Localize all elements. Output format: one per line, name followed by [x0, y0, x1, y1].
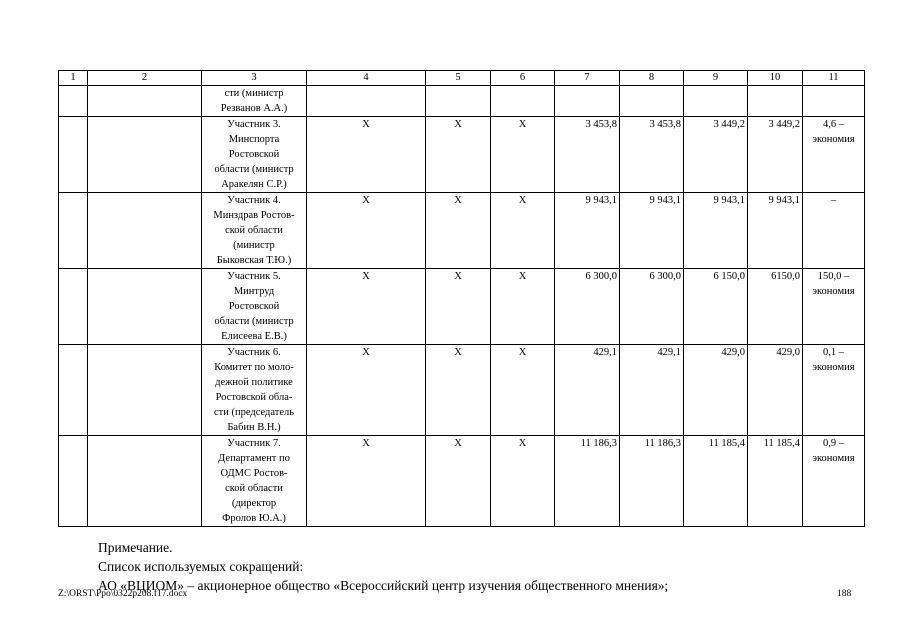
table-body: [59, 71, 865, 527]
value-cell-c7: [555, 86, 620, 117]
participant-name-line: Ростовской: [228, 149, 280, 160]
value-cell-c8: 9 943,1: [620, 193, 684, 269]
participant-name-cell: [202, 86, 307, 117]
participant-name-line: области (министр: [214, 164, 294, 175]
participant-name-line: Минспорта: [228, 134, 280, 145]
participant-name-line: ОДМС Ростов-: [220, 468, 288, 479]
participant-name-line: Участник 7.: [227, 438, 281, 449]
table-row: [59, 345, 865, 436]
value-cell-c9: 9 943,1: [684, 193, 748, 269]
cell-c2: [88, 345, 202, 436]
participant-name-line: ской области: [225, 225, 283, 236]
participant-name-line: Ростовской: [228, 301, 280, 312]
participant-name-line: Участник 3.: [227, 119, 281, 130]
participant-name-line: Елисеева Е.В.): [221, 331, 287, 342]
participant-name-line: Департамент по: [218, 453, 290, 464]
economy-cell: [803, 345, 865, 436]
participant-name-line: сти (председатель: [213, 407, 295, 418]
mark-cell-c6: X: [491, 117, 555, 193]
footer-page-number: 188: [837, 589, 852, 599]
note-title: Примечание.: [98, 540, 173, 555]
column-header-3: 3: [202, 71, 307, 86]
participant-name-line: Участник 5.: [227, 271, 281, 282]
mark-cell-c4: [307, 86, 426, 117]
economy-line: 0,1 –: [823, 347, 844, 358]
column-header-4: 4: [307, 71, 426, 86]
cell-c2: [88, 86, 202, 117]
value-cell-c8: 3 453,8: [620, 117, 684, 193]
cell-c1: [59, 86, 88, 117]
participant-name-line: (директор: [231, 498, 277, 509]
value-cell-c8: [620, 86, 684, 117]
participant-name-line: Фролов Ю.А.): [222, 513, 286, 524]
participant-name-line: Резванов А.А.): [220, 103, 288, 114]
participant-name-line: Аракелян С.Р.): [221, 179, 287, 190]
economy-cell: [803, 193, 865, 269]
value-cell-c7: 9 943,1: [555, 193, 620, 269]
cell-c2: [88, 269, 202, 345]
value-cell-c10: 9 943,1: [748, 193, 803, 269]
economy-line: 4,6 –: [823, 119, 844, 130]
mark-cell-c5: X: [426, 345, 491, 436]
value-cell-c8: 11 186,3: [620, 436, 684, 527]
participant-name-line: области (министр: [214, 316, 294, 327]
economy-cell: [803, 117, 865, 193]
value-cell-c10: 6150,0: [748, 269, 803, 345]
economy-line: экономия: [812, 286, 855, 297]
participant-name-line: Быковская Т.Ю.): [216, 255, 292, 266]
value-cell-c7: 11 186,3: [555, 436, 620, 527]
cell-c1: [59, 193, 88, 269]
economy-line: экономия: [812, 453, 855, 464]
mark-cell-c4: X: [307, 269, 426, 345]
economy-cell: [803, 436, 865, 527]
mark-cell-c5: [426, 86, 491, 117]
economy-line: экономия: [812, 362, 855, 373]
mark-cell-c6: [491, 86, 555, 117]
value-cell-c9: [684, 86, 748, 117]
column-header-7: 7: [555, 71, 620, 86]
column-header-8: 8: [620, 71, 684, 86]
mark-cell-c4: X: [307, 117, 426, 193]
participant-name-line: Ростовской обла-: [215, 392, 293, 403]
note-subtitle: Список используемых сокращений:: [98, 559, 304, 574]
value-cell-c8: 6 300,0: [620, 269, 684, 345]
cell-c1: [59, 269, 88, 345]
mark-cell-c6: X: [491, 193, 555, 269]
table-row: [59, 86, 865, 117]
cell-c1: [59, 436, 88, 527]
economy-line: 0,9 –: [823, 438, 844, 449]
column-header-11: 11: [803, 71, 865, 86]
value-cell-c8: 429,1: [620, 345, 684, 436]
participant-name-cell: [202, 436, 307, 527]
table-row: [59, 436, 865, 527]
value-cell-c7: 3 453,8: [555, 117, 620, 193]
column-header-1: 1: [59, 71, 88, 86]
participant-name-line: Комитет по моло-: [214, 362, 294, 373]
participant-name-line: Участник 4.: [227, 195, 281, 206]
economy-cell: [803, 86, 865, 117]
budget-table: [58, 70, 865, 527]
value-cell-c10: [748, 86, 803, 117]
cell-c2: [88, 117, 202, 193]
economy-line: 150,0 –: [817, 271, 850, 282]
footer-file-path: Z:\ORST\Ppo\0322p208.f17.docx: [58, 589, 188, 599]
column-number-row: [59, 71, 865, 86]
value-cell-c9: 6 150,0: [684, 269, 748, 345]
cell-c2: [88, 436, 202, 527]
participant-name-line: ской области: [225, 483, 283, 494]
economy-line: экономия: [812, 134, 855, 145]
table-row: [59, 117, 865, 193]
participant-name-line: сти (министр: [224, 88, 284, 99]
column-header-10: 10: [748, 71, 803, 86]
participant-name-line: Бабин В.Н.): [227, 422, 281, 433]
value-cell-c7: 6 300,0: [555, 269, 620, 345]
participant-name-line: (министр: [233, 240, 275, 251]
value-cell-c10: 3 449,2: [748, 117, 803, 193]
mark-cell-c5: X: [426, 436, 491, 527]
note-abbreviation: АО «ВЦИОМ» – акционерное общество «Всероссийский центр изучения общественного мнения»;: [98, 578, 669, 593]
value-cell-c9: 3 449,2: [684, 117, 748, 193]
mark-cell-c6: X: [491, 269, 555, 345]
column-header-9: 9: [684, 71, 748, 86]
mark-cell-c5: X: [426, 193, 491, 269]
participant-name-cell: [202, 269, 307, 345]
cell-c1: [59, 345, 88, 436]
economy-line: –: [830, 195, 837, 206]
participant-name-line: Минздрав Ростов-: [213, 210, 295, 221]
column-header-5: 5: [426, 71, 491, 86]
table-row: [59, 193, 865, 269]
participant-name-cell: [202, 345, 307, 436]
column-header-6: 6: [491, 71, 555, 86]
mark-cell-c5: X: [426, 117, 491, 193]
participant-name-cell: [202, 117, 307, 193]
column-header-2: 2: [88, 71, 202, 86]
participant-name-line: Минтруд: [233, 286, 275, 297]
mark-cell-c6: X: [491, 436, 555, 527]
mark-cell-c4: X: [307, 436, 426, 527]
participant-name-cell: [202, 193, 307, 269]
value-cell-c10: 11 185,4: [748, 436, 803, 527]
notes-section: [98, 538, 668, 595]
table-row: [59, 269, 865, 345]
participant-name-line: Участник 6.: [227, 347, 281, 358]
mark-cell-c5: X: [426, 269, 491, 345]
cell-c1: [59, 117, 88, 193]
economy-cell: [803, 269, 865, 345]
participant-name-line: дежной политике: [215, 377, 293, 388]
mark-cell-c4: X: [307, 345, 426, 436]
cell-c2: [88, 193, 202, 269]
value-cell-c9: 429,0: [684, 345, 748, 436]
mark-cell-c4: X: [307, 193, 426, 269]
value-cell-c10: 429,0: [748, 345, 803, 436]
value-cell-c9: 11 185,4: [684, 436, 748, 527]
value-cell-c7: 429,1: [555, 345, 620, 436]
mark-cell-c6: X: [491, 345, 555, 436]
